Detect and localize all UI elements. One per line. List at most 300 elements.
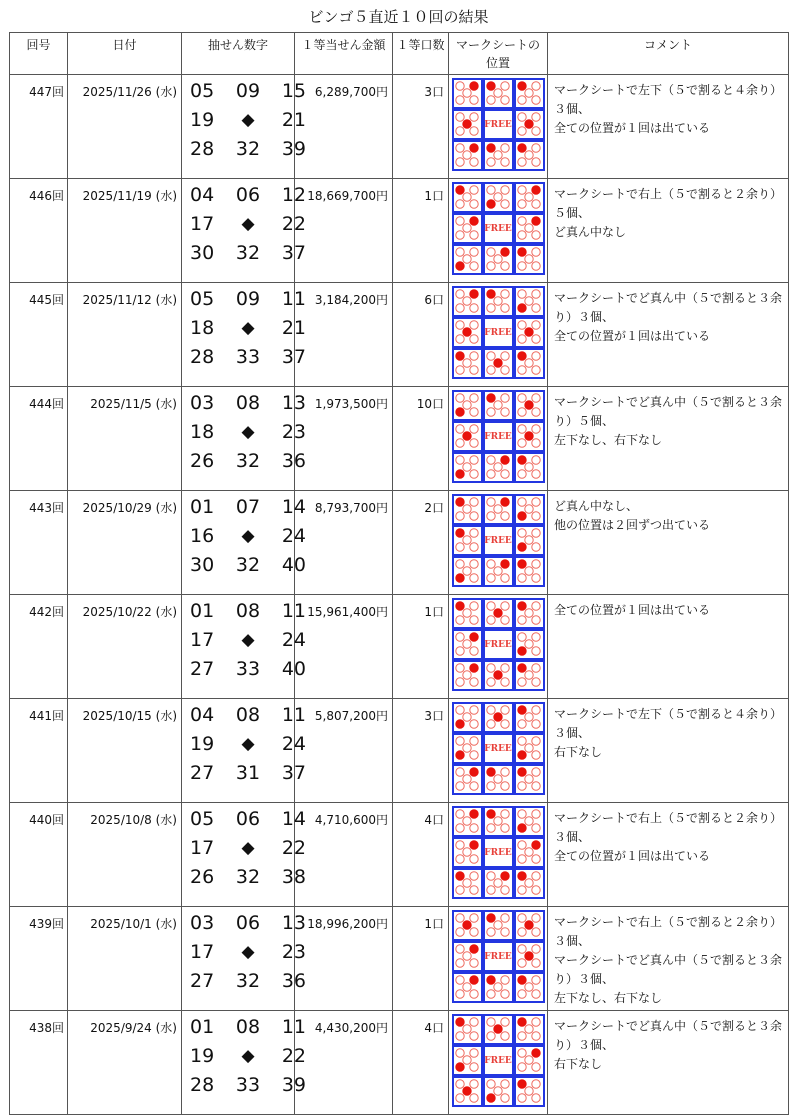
mark-circle (531, 425, 539, 433)
marksheet-cell (514, 348, 545, 379)
mark-circle (462, 359, 470, 367)
mark-circle (469, 664, 477, 672)
mark-circle (486, 82, 494, 90)
mark-circle (455, 366, 463, 374)
marksheet-cell (514, 1045, 545, 1076)
mark-circle (486, 782, 494, 790)
round-number: 441回 (10, 699, 68, 803)
mark-circle (462, 921, 470, 929)
marksheet-cell (452, 764, 483, 795)
number-ball: 33 (235, 658, 261, 680)
mark-circle (486, 394, 494, 402)
marksheet-cell (514, 421, 545, 452)
mark-dots-icon (486, 809, 511, 834)
draw-date: 2025/11/5 (水) (68, 387, 182, 491)
marksheet-cell (514, 702, 545, 733)
header-marksheet: マークシートの 位置 (449, 33, 548, 75)
mark-circle (486, 1094, 494, 1102)
table-row (10, 283, 789, 387)
mark-circle (524, 952, 532, 960)
mark-circle (517, 262, 525, 270)
mark-circle (517, 144, 525, 152)
marksheet-cell (514, 941, 545, 972)
mark-circle (517, 886, 525, 894)
first-prize-count: 3口 (393, 699, 449, 803)
mark-dots-icon (486, 1079, 511, 1104)
mark-circle (531, 304, 539, 312)
mark-circle (493, 921, 501, 929)
mark-circle (469, 633, 477, 641)
marksheet-cell (483, 764, 514, 795)
mark-dots-icon (517, 871, 542, 896)
mark-circle (517, 841, 525, 849)
mark-dots-icon (455, 185, 480, 210)
mark-circle (455, 768, 463, 776)
mark-circle (517, 1063, 525, 1071)
free-label: FREE (484, 327, 512, 338)
mark-circle (469, 737, 477, 745)
mark-dots-icon (517, 528, 542, 553)
mark-circle (469, 647, 477, 655)
mark-circle (517, 959, 525, 967)
mark-circle (486, 560, 494, 568)
mark-circle (462, 151, 470, 159)
mark-circle (469, 543, 477, 551)
number-ball: 01 (190, 600, 215, 622)
number-ball: 30 (190, 242, 215, 264)
marksheet-cell (514, 733, 545, 764)
marksheet-cell (483, 1076, 514, 1107)
marksheet-cell (514, 972, 545, 1003)
marksheet-cell (452, 972, 483, 1003)
round-number: 446回 (10, 179, 68, 283)
mark-circle (469, 751, 477, 759)
marksheet-free-cell (483, 213, 514, 244)
mark-circle (469, 127, 477, 135)
mark-circle (455, 855, 463, 863)
mark-circle (500, 498, 508, 506)
marksheet-position (449, 387, 548, 491)
mark-circle (469, 352, 477, 360)
mark-circle (486, 664, 494, 672)
mark-circle (531, 113, 539, 121)
comment-text: マークシートでど真ん中（５で割ると３余り）３個、 全ての位置が１回は出ている (548, 283, 789, 387)
mark-circle (455, 158, 463, 166)
mark-circle (517, 512, 525, 520)
mark-dots-icon (455, 112, 480, 137)
mark-circle (486, 872, 494, 880)
free-diamond: ◆ (241, 318, 255, 338)
marksheet-cell (483, 390, 514, 421)
free-label: FREE (484, 743, 512, 754)
round-number: 440回 (10, 803, 68, 907)
number-ball: 37 (281, 346, 306, 368)
mark-circle (531, 439, 539, 447)
header-comment: コメント (548, 33, 789, 75)
number-ball: 13 (281, 392, 306, 414)
marksheet-position (449, 75, 548, 179)
mark-circle (486, 720, 494, 728)
mark-circle (531, 498, 539, 506)
mark-circle (531, 945, 539, 953)
mark-circle (469, 616, 477, 624)
mark-circle (455, 1032, 463, 1040)
round-number: 445回 (10, 283, 68, 387)
mark-dots-icon (486, 705, 511, 730)
table-row (10, 907, 789, 1011)
mark-circle (486, 810, 494, 818)
header-date: 日付 (68, 33, 182, 75)
winning-numbers (182, 1011, 306, 1115)
mark-dots-icon (517, 216, 542, 241)
mark-circle (469, 290, 477, 298)
free-diamond: ◆ (241, 214, 255, 234)
mark-circle (531, 737, 539, 745)
mark-dots-icon (455, 320, 480, 345)
number-ball: 06 (235, 184, 261, 206)
mark-circle (469, 512, 477, 520)
mark-circle (462, 879, 470, 887)
table-header-row (10, 33, 789, 75)
first-prize-count: 1口 (393, 595, 449, 699)
mark-dots-icon (517, 975, 542, 1000)
number-ball: 11 (281, 600, 306, 622)
mark-circle (531, 990, 539, 998)
number-ball: 24 (281, 733, 306, 755)
mark-circle (455, 425, 463, 433)
mark-circle (524, 921, 532, 929)
mark-circle (517, 1049, 525, 1057)
marksheet-free-cell (483, 525, 514, 556)
mark-circle (455, 394, 463, 402)
number-ball: 28 (190, 138, 215, 160)
header-round: 回号 (10, 33, 68, 75)
mark-dots-icon (455, 944, 480, 969)
mark-circle (531, 290, 539, 298)
comment-text: マークシートで右上（５で割ると２余り）３個、 全ての位置が１回は出ている (548, 803, 789, 907)
mark-dots-icon (517, 913, 542, 938)
free-label: FREE (484, 951, 512, 962)
marksheet-cell (514, 806, 545, 837)
free-diamond: ◆ (241, 110, 255, 130)
marksheet-cell (452, 1045, 483, 1076)
number-ball: 11 (281, 288, 306, 310)
number-ball: 13 (281, 912, 306, 934)
mark-circle (500, 706, 508, 714)
number-ball: 24 (281, 525, 306, 547)
mark-dots-icon (517, 705, 542, 730)
mark-circle (517, 335, 525, 343)
mark-circle (531, 647, 539, 655)
mark-circle (517, 706, 525, 714)
mark-circle (531, 706, 539, 714)
mark-circle (500, 1032, 508, 1040)
mark-circle (524, 744, 532, 752)
marksheet-cell (514, 629, 545, 660)
number-ball: 33 (235, 346, 261, 368)
mark-circle (524, 297, 532, 305)
mark-circle (500, 200, 508, 208)
mark-circle (486, 366, 494, 374)
marksheet-cell (452, 421, 483, 452)
header-prize: １等当せん金額 (295, 33, 393, 75)
number-ball: 22 (281, 837, 306, 859)
marksheet-position (449, 179, 548, 283)
mark-dots-icon (486, 497, 511, 522)
mark-circle (517, 456, 525, 464)
free-diamond: ◆ (241, 838, 255, 858)
number-ball: 32 (235, 450, 261, 472)
marksheet-cell (452, 390, 483, 421)
mark-circle (455, 928, 463, 936)
number-ball: 09 (235, 288, 261, 310)
mark-circle (517, 96, 525, 104)
mark-circle (500, 144, 508, 152)
mark-circle (469, 886, 477, 894)
number-ball: 03 (190, 392, 215, 414)
number-ball: 40 (281, 658, 306, 680)
number-ball: 32 (235, 554, 261, 576)
marksheet-cell (483, 868, 514, 899)
mark-circle (531, 456, 539, 464)
mark-circle (493, 1025, 501, 1033)
first-prize-amount: 5,807,200円 (295, 699, 393, 803)
mark-circle (531, 82, 539, 90)
marksheet-free-cell (483, 421, 514, 452)
header-count: １等口数 (393, 33, 449, 75)
mark-circle (517, 945, 525, 953)
marksheet-position (449, 699, 548, 803)
marksheet-cell (483, 494, 514, 525)
mark-circle (517, 647, 525, 655)
mark-circle (462, 224, 470, 232)
mark-circle (517, 408, 525, 416)
number-ball: 14 (281, 808, 306, 830)
number-ball: 07 (235, 496, 261, 518)
mark-circle (517, 158, 525, 166)
mark-dots-icon (455, 736, 480, 761)
draw-date: 2025/10/8 (水) (68, 803, 182, 907)
free-label: FREE (484, 431, 512, 442)
mark-circle (517, 855, 525, 863)
mark-circle (455, 304, 463, 312)
mark-circle (455, 751, 463, 759)
mark-circle (500, 810, 508, 818)
mark-circle (524, 879, 532, 887)
marksheet-cell (514, 317, 545, 348)
number-ball: 36 (281, 970, 306, 992)
winning-numbers (182, 699, 306, 803)
mark-circle (469, 186, 477, 194)
number-ball: 22 (281, 1045, 306, 1067)
mark-circle (462, 817, 470, 825)
mark-circle (455, 335, 463, 343)
first-prize-amount: 4,430,200円 (295, 1011, 393, 1115)
mark-circle (469, 678, 477, 686)
marksheet-position (449, 491, 548, 595)
winning-numbers (182, 595, 306, 699)
mark-circle (531, 855, 539, 863)
marksheet-cell (514, 244, 545, 275)
mark-circle (469, 113, 477, 121)
mark-circle (531, 810, 539, 818)
mark-dots-icon (486, 393, 511, 418)
mark-circle (455, 824, 463, 832)
mark-circle (455, 574, 463, 582)
mark-dots-icon (486, 289, 511, 314)
mark-circle (455, 113, 463, 121)
mark-circle (524, 89, 532, 97)
marksheet-cell (452, 806, 483, 837)
comment-text: マークシートで左下（５で割ると４余り）３個、 全ての位置が１回は出ている (548, 75, 789, 179)
mark-circle (517, 366, 525, 374)
draw-date: 2025/10/15 (水) (68, 699, 182, 803)
mark-circle (493, 567, 501, 575)
number-ball: 32 (235, 970, 261, 992)
mark-circle (469, 82, 477, 90)
mark-circle (500, 1080, 508, 1088)
mark-circle (462, 640, 470, 648)
mark-circle (486, 928, 494, 936)
table-row (10, 595, 789, 699)
mark-dots-icon (486, 455, 511, 480)
draw-date: 2025/10/1 (水) (68, 907, 182, 1011)
mark-circle (455, 408, 463, 416)
number-ball: 18 (190, 317, 215, 339)
mark-circle (455, 529, 463, 537)
mark-circle (469, 456, 477, 464)
mark-circle (517, 574, 525, 582)
mark-circle (462, 328, 470, 336)
mark-circle (517, 872, 525, 880)
mark-circle (524, 671, 532, 679)
free-label: FREE (484, 847, 512, 858)
mark-circle (455, 664, 463, 672)
mark-circle (500, 366, 508, 374)
mark-circle (531, 335, 539, 343)
mark-circle (469, 425, 477, 433)
mark-circle (531, 127, 539, 135)
mark-circle (524, 640, 532, 648)
mark-circle (531, 158, 539, 166)
mark-circle (517, 824, 525, 832)
mark-circle (469, 1094, 477, 1102)
number-ball: 19 (190, 1045, 215, 1067)
mark-circle (500, 914, 508, 922)
mark-circle (500, 990, 508, 998)
mark-dots-icon (517, 112, 542, 137)
mark-circle (524, 817, 532, 825)
number-ball: 17 (190, 941, 215, 963)
number-ball: 27 (190, 658, 215, 680)
mark-dots-icon (455, 601, 480, 626)
mark-circle (500, 976, 508, 984)
mark-dots-icon (455, 528, 480, 553)
mark-circle (500, 248, 508, 256)
free-label: FREE (484, 119, 512, 130)
mark-circle (462, 432, 470, 440)
marksheet-cell (514, 868, 545, 899)
mark-circle (455, 439, 463, 447)
mark-circle (531, 782, 539, 790)
mark-circle (500, 616, 508, 624)
mark-circle (531, 248, 539, 256)
winning-numbers (182, 907, 306, 1011)
free-label: FREE (484, 535, 512, 546)
mark-dots-icon (455, 767, 480, 792)
number-ball: 24 (281, 629, 306, 651)
mark-circle (517, 664, 525, 672)
mark-circle (455, 1094, 463, 1102)
mark-circle (486, 248, 494, 256)
mark-circle (462, 297, 470, 305)
mark-circle (531, 200, 539, 208)
number-ball: 14 (281, 496, 306, 518)
mark-dots-icon (455, 913, 480, 938)
mark-circle (486, 498, 494, 506)
mark-circle (455, 352, 463, 360)
results-table (9, 32, 789, 1115)
number-ball: 30 (190, 554, 215, 576)
mark-circle (455, 1080, 463, 1088)
number-ball: 05 (190, 808, 215, 830)
number-ball: 37 (281, 762, 306, 784)
marksheet-free-cell (483, 317, 514, 348)
mark-circle (486, 1018, 494, 1026)
round-number: 442回 (10, 595, 68, 699)
mark-circle (469, 782, 477, 790)
mark-circle (524, 609, 532, 617)
first-prize-count: 4口 (393, 803, 449, 907)
mark-circle (524, 848, 532, 856)
mark-circle (531, 321, 539, 329)
marksheet-cell (514, 598, 545, 629)
mark-dots-icon (517, 81, 542, 106)
mark-circle (469, 394, 477, 402)
mark-dots-icon (517, 840, 542, 865)
mark-circle (524, 1087, 532, 1095)
mark-circle (469, 335, 477, 343)
round-number: 443回 (10, 491, 68, 595)
number-ball: 37 (281, 242, 306, 264)
mark-circle (455, 262, 463, 270)
mark-circle (486, 200, 494, 208)
mark-circle (517, 200, 525, 208)
mark-dots-icon (455, 705, 480, 730)
mark-circle (486, 976, 494, 984)
mark-circle (500, 678, 508, 686)
number-ball: 33 (235, 1074, 261, 1096)
table-row (10, 179, 789, 283)
mark-circle (486, 186, 494, 194)
marksheet-cell (483, 452, 514, 483)
marksheet-free-cell (483, 629, 514, 660)
mark-circle (455, 990, 463, 998)
mark-circle (469, 248, 477, 256)
mark-dots-icon (517, 632, 542, 657)
mark-circle (455, 560, 463, 568)
marksheet-cell (483, 972, 514, 1003)
mark-circle (486, 602, 494, 610)
mark-dots-icon (517, 1079, 542, 1104)
mark-circle (517, 616, 525, 624)
mark-circle (486, 706, 494, 714)
mark-circle (455, 290, 463, 298)
comment-text: 全ての位置が１回は出ている (548, 595, 789, 699)
header-numbers: 抽せん数字 (182, 33, 295, 75)
round-number: 439回 (10, 907, 68, 1011)
mark-dots-icon (517, 247, 542, 272)
